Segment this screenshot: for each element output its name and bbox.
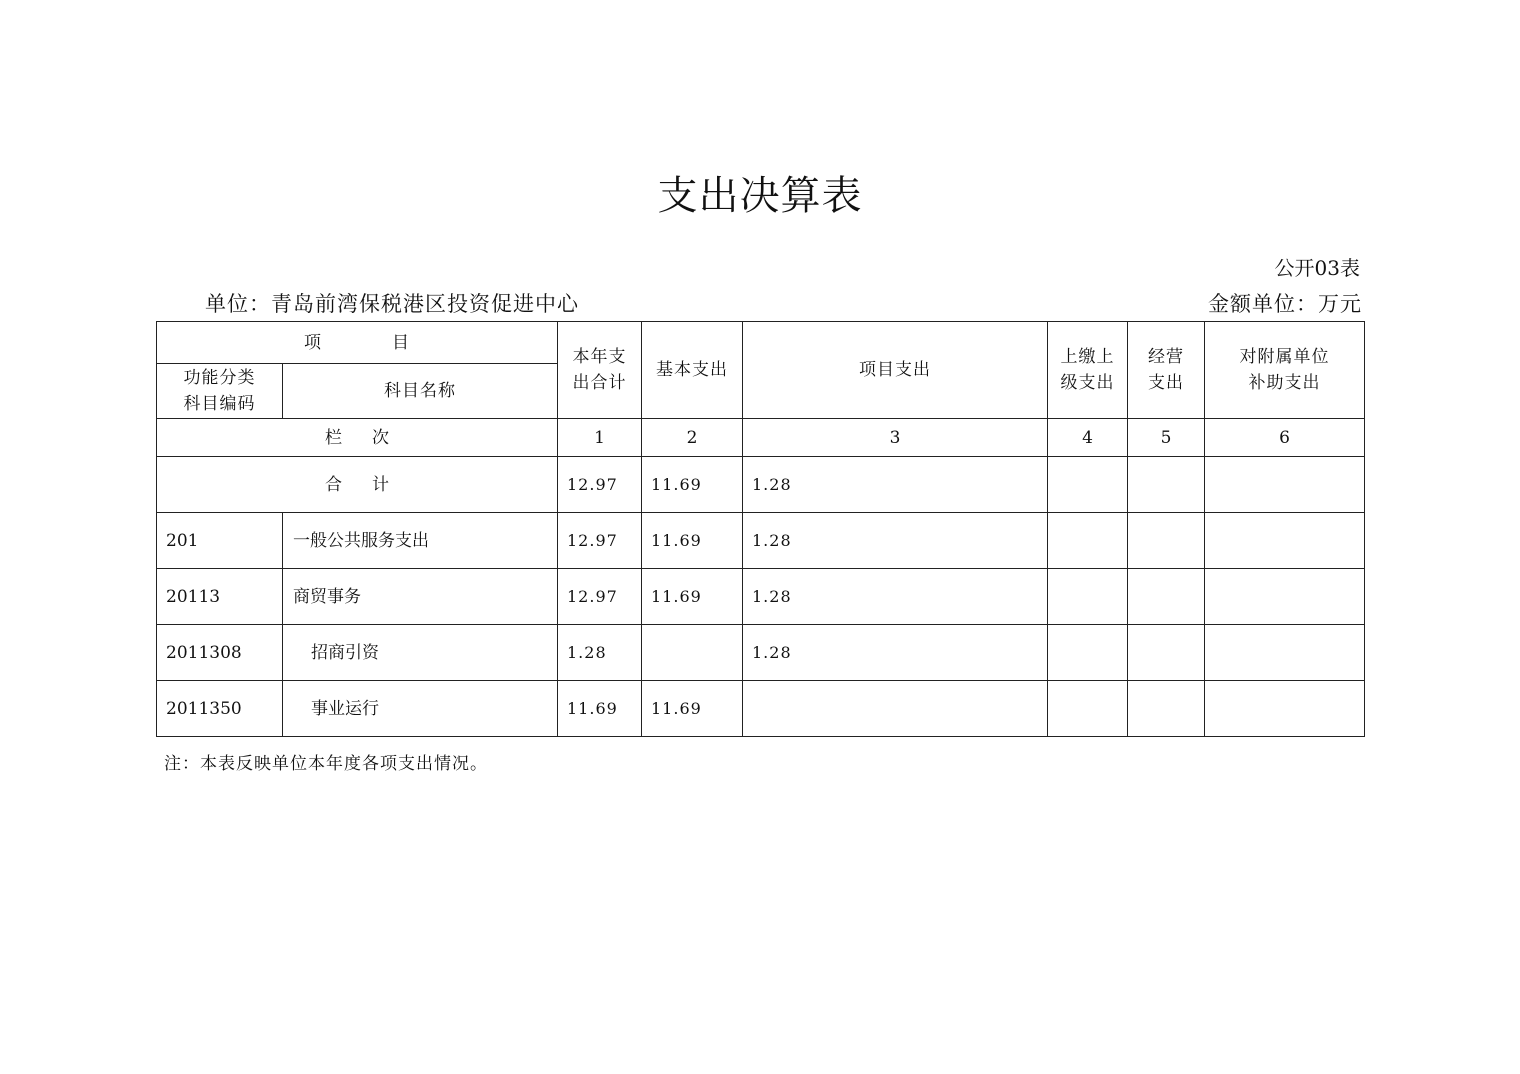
total-label: 合 计 [157,457,558,513]
column-index: 4 [1048,419,1128,457]
column-index: 2 [642,419,743,457]
value-cell [1128,681,1205,737]
value-cell: 12.97 [558,569,642,625]
value-cell: 11.69 [642,457,743,513]
total-row [157,457,1365,513]
value-cell [1205,457,1365,513]
value-cell: 11.69 [558,681,642,737]
table-row [157,569,1365,625]
subject-name: 事业运行 [283,681,558,737]
header-total: 本年支 出合计 [558,322,642,419]
value-cell [1048,625,1128,681]
value-cell [1048,513,1128,569]
value-cell: 11.69 [642,569,743,625]
value-cell: 12.97 [558,513,642,569]
value-cell: 1.28 [743,457,1048,513]
value-cell [1205,625,1365,681]
column-index: 1 [558,419,642,457]
value-cell [1128,457,1205,513]
header-row [157,322,1365,364]
column-index-row [157,419,1365,457]
value-cell [1128,569,1205,625]
value-cell: 11.69 [642,681,743,737]
header-upper: 上缴上 级支出 [1048,322,1128,419]
value-cell [1128,625,1205,681]
subject-code: 2011350 [157,681,283,737]
column-index: 5 [1128,419,1205,457]
value-cell: 12.97 [558,457,642,513]
page-title: 支出决算表 [657,173,863,219]
header-basic: 基本支出 [642,322,743,419]
amount-unit: 金额单位：万元 [1208,292,1362,316]
value-cell: 1.28 [743,513,1048,569]
value-cell: 1.28 [558,625,642,681]
subject-name: 商贸事务 [283,569,558,625]
value-cell [1205,569,1365,625]
form-number: 公开03表 [1274,256,1360,280]
subject-name: 一般公共服务支出 [283,513,558,569]
subject-code: 2011308 [157,625,283,681]
header-subject-name: 科目名称 [283,364,558,419]
column-index: 6 [1205,419,1365,457]
header-code: 功能分类 科目编码 [157,364,283,419]
value-cell [1048,681,1128,737]
value-cell [743,681,1048,737]
footnote: 注：本表反映单位本年度各项支出情况。 [164,754,488,774]
expenditure-table [156,321,1365,737]
value-cell [1205,513,1365,569]
value-cell [1128,513,1205,569]
column-index-label: 栏 次 [157,419,558,457]
subject-code: 201 [157,513,283,569]
subject-name: 招商引资 [283,625,558,681]
value-cell: 11.69 [642,513,743,569]
value-cell [642,625,743,681]
header-operate: 经营 支出 [1128,322,1205,419]
column-index: 3 [743,419,1048,457]
table-row [157,681,1365,737]
value-cell [1048,569,1128,625]
header-project: 项 目 [157,322,558,364]
table-row [157,625,1365,681]
value-cell: 1.28 [743,625,1048,681]
reporting-unit: 单位：青岛前湾保税港区投资促进中心 [205,292,579,316]
value-cell [1048,457,1128,513]
value-cell: 1.28 [743,569,1048,625]
header-project-expense: 项目支出 [743,322,1048,419]
subject-code: 20113 [157,569,283,625]
value-cell [1205,681,1365,737]
table-row [157,513,1365,569]
header-subsidy: 对附属单位 补助支出 [1205,322,1365,419]
